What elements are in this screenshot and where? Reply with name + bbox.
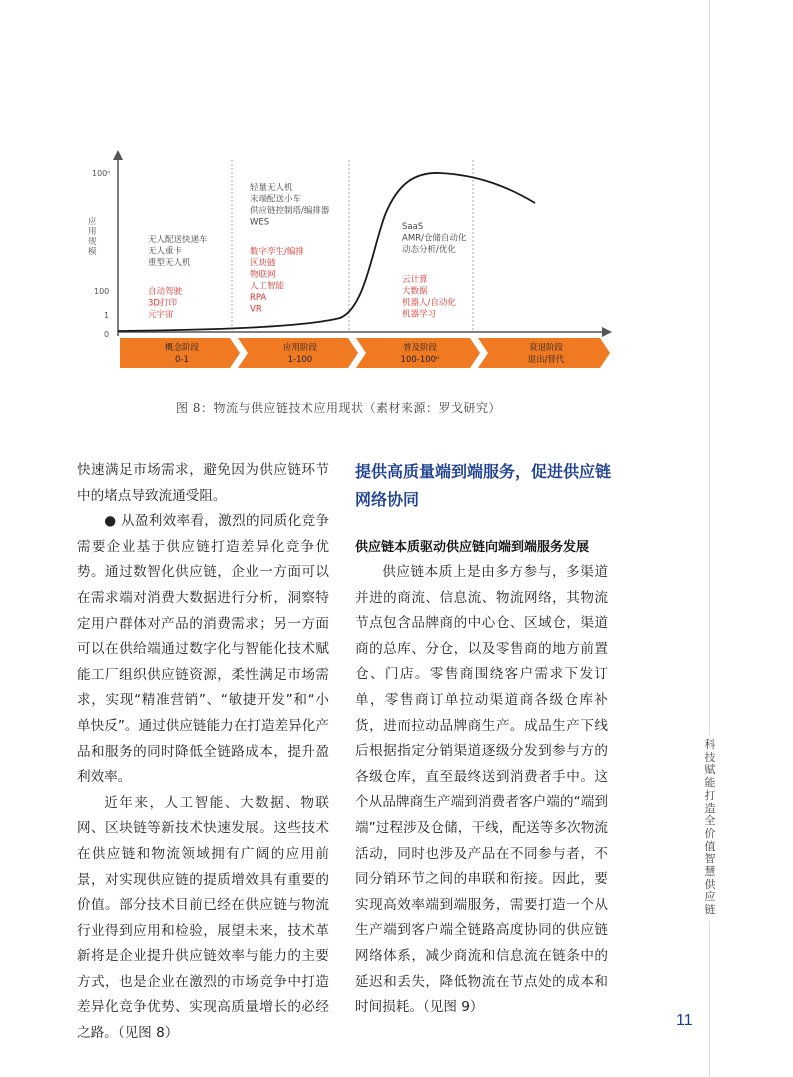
paragraph: 供应链本质上是由多方参与，多渠道并进的商流、信息流、物流网络，其物流节点包含品牌商的中心仓、区域仓，渠道商的总库、分仓，以及零售商的地方前置仓、门店。零售商围绕客户需求下发订单，零售商订单拉动渠道商各级仓库补货，进而拉动品牌商生产。成品生产下线后根据指定分销渠道逐级分发到参与方的各级仓库，直至最终送到消费者手中。这个从品牌商生产端到消费者客户端的“端到端”过程涉及仓储，干线，配送等多次物流活动，同时也涉及产品在不同参与者，不同分销环节之间的串联和衔接。因此，要实现高效率端到端服务，需要打造一个从生产端到客户端全链路高度协同的供应链网络体系，减少商流和信息流在链条中的延迟和丢失，降低物流在节点处的成本和时间损耗。（见图 9） [355,564,608,1016]
stage-tech-label: 轻量无人机 [250,183,293,193]
stage-tech-label: 重型无人机 [148,258,191,268]
right-column [355,560,608,1021]
y-axis-arrow [113,150,123,160]
x-axis-arrow [602,327,612,337]
stage-range: 1-100 [287,355,313,365]
y-axis-label-char: 用 [88,227,97,237]
stage-tech-label-highlight: 3D打印 [148,298,177,309]
stage-tech-label-highlight: 云计算 [402,275,428,285]
paragraph: 快速满足市场需求，避免因为供应链环节中的堵点导致流通受阻。 [77,462,329,504]
stage-tech-label-highlight: 自动驾驶 [148,287,183,297]
stage-tech-label: AMR/仓储自动化 [402,233,467,244]
figure-caption: 图 8：物流与供应链技术应用现状（素材来源：罗戈研究） [176,401,501,415]
stage-tech-label-highlight: 机器人/自动化 [402,298,456,308]
stage-tech-label-highlight: 元宇宙 [148,310,174,320]
stage-tech-label-highlight: 机器学习 [402,309,437,320]
stage-tech-label: 无人配送快递车 [148,235,208,245]
y-tick-100: 100 [94,287,110,296]
stage-tech-label: 动态分析/优化 [402,245,456,255]
paragraph: 近年来，人工智能、大数据、物联网、区块链等新技术快速发展。这些技术在供应链和物流领域拥有广阔的应用前景，对实现供应链的提质增效具有重要的价值。部分技术目前已经在供应链与物流行业得到应用和检验，展望未来，技术革新将是企业提升供应链效率与能力的主要方式，也是企业在激烈的市场竞争中打造差异化竞争优势、实现高质量增长的必经之路。（见图 8） [77,794,329,1042]
stage-name: 应用阶段 [282,343,318,353]
y-tick-0: 0 [104,330,110,339]
stage-name: 普及阶段 [402,343,438,353]
stage-arrows [120,338,610,368]
stage-tech-label-highlight: 数字孪生/编排 [250,247,304,257]
stage-tech-label-highlight: RPA [250,293,267,303]
stage-tech-label: WES [250,217,270,228]
stage-range: 退出/替代 [527,355,565,365]
section-heading: 提供高质量端到端服务，促进供应链网络协同 [355,462,612,509]
y-axis-label-char: 模 [88,247,97,257]
stage-tech-label-highlight: 物联网 [250,270,276,280]
bullet-paragraph: ● 从盈利效率看，激烈的同质化竞争需要企业基于供应链打造差异化竞争优势。通过数智化供应链，企业一方面可以在需求端对消费大数据进行分析，洞察特定用户群体对产品的消费需求；另一方面可以在供给端通过数字化与智能化技术赋能工厂组织供应链资源，柔性满足市场需求，实现“精准营销”、“敏捷开发”和“小单快反”。通过供应链能力在打造差异化产品和服务的同时降低全链路成本，提升盈利效率。 [77,513,329,786]
stage-tech-label-highlight: 人工智能 [250,281,285,292]
stage-tech-label: SaaS [402,222,424,232]
sub-heading: 供应链本质驱动供应链向端到端服务发展 [355,540,590,555]
stage-tech-label: 末端配送小车 [250,194,302,205]
y-tick-1: 1 [104,311,110,320]
stage-tech-label-highlight: 区块链 [250,258,276,269]
stage-name: 衰退阶段 [528,343,564,353]
stage-tech-label: 无人重卡 [148,246,183,257]
stage-name: 概念阶段 [164,343,200,353]
stage-text-concept [148,234,208,320]
stage-tech-label-highlight: VR [250,304,262,315]
y-axis-label-char: 应 [88,217,97,227]
stage-range: 0-1 [175,355,189,365]
technology-lifecycle-chart [0,0,793,420]
stage-tech-label-highlight: 大数据 [402,286,428,297]
stage-tech-label: 供应链控制塔/编排器 [250,206,330,216]
y-tick-100n: 100ⁿ [92,169,111,178]
side-title: 科技赋能打造全价值智慧供应链 [704,735,716,921]
stage-text-adoption [402,222,467,320]
y-axis-label-char: 规 [88,237,97,247]
left-column [77,458,329,1047]
stage-text-application [250,182,330,315]
page-number: 11 [676,1012,693,1029]
stage-range: 100-100ⁿ [400,355,440,365]
